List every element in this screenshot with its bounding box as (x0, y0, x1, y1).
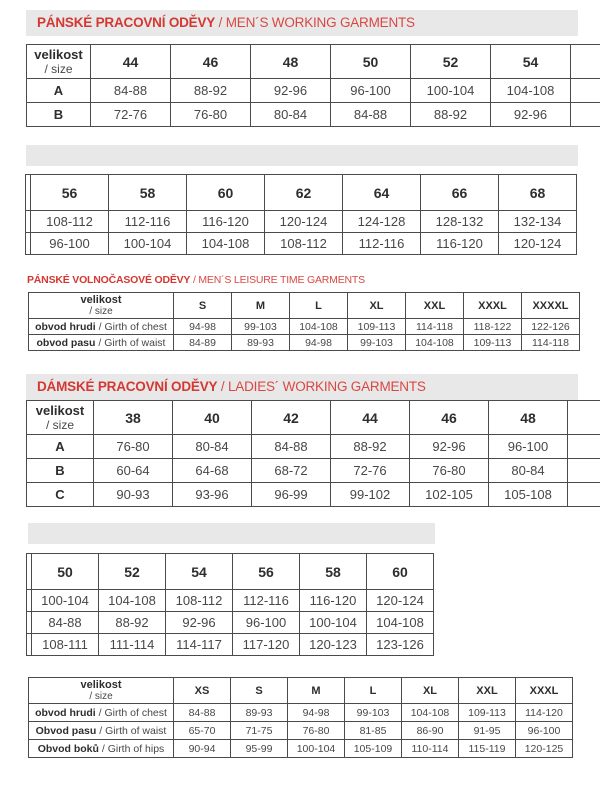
value-cell: 65-70 (174, 722, 231, 740)
mens-leisure-sizes-s-xxxxl (28, 292, 580, 351)
value-cell: 90-93 (94, 483, 173, 507)
value-cell: 92-96 (166, 612, 233, 634)
size-header-cell: L (290, 293, 348, 319)
value-cell: 104-108 (406, 335, 464, 351)
row-label: Obvod boků / Girth of hips (29, 740, 174, 758)
value-cell: 96-100 (489, 435, 568, 459)
row-label: obvod hrudi / Girth of chest (29, 704, 174, 722)
value-cell: 109-113 (348, 319, 406, 335)
row-label: obvod pasu / Girth of waist (29, 335, 174, 351)
value-cell: 112-116 (233, 590, 300, 612)
value-cell: 94-98 (288, 704, 345, 722)
value-cell: 104-108 (99, 590, 166, 612)
size-header-cell: 48 (489, 401, 568, 435)
value-cell: 99-103 (232, 319, 290, 335)
size-header-cell: 62 (265, 175, 343, 211)
value-cell: 114-118 (522, 335, 580, 351)
value-cell: 116-120 (300, 590, 367, 612)
size-header-cell: 56 (31, 175, 109, 211)
size-header-cell: 40 (173, 401, 252, 435)
value-cell: 132-134 (499, 211, 577, 233)
value-cell: 108-112 (166, 590, 233, 612)
title-czech: PÁNSKÉ PRACOVNÍ ODĚVY (37, 15, 216, 30)
title-english: / MEN´S WORKING GARMENTS (215, 15, 415, 30)
divider-bar (26, 145, 578, 166)
value-cell: 120-124 (499, 233, 577, 255)
size-label-header: velikost / size (29, 678, 174, 704)
value-cell: 99-103 (348, 335, 406, 351)
size-label-header: velikost / size (27, 45, 91, 79)
value-cell: 96-100 (331, 79, 411, 103)
value-cell: 104-108 (187, 233, 265, 255)
ladies-working-sizes-50-60 (26, 553, 434, 656)
value-cell: 95-99 (231, 740, 288, 758)
value-cell: 99-103 (345, 704, 402, 722)
size-header-cell: XXL (406, 293, 464, 319)
value-cell: 84-88 (331, 103, 411, 127)
size-header-cell: XL (402, 678, 459, 704)
title-english: / MEN´S LEISURE TIME GARMENTS (190, 274, 365, 286)
size-header-cell: 60 (367, 554, 434, 590)
value-cell: 116-120 (187, 211, 265, 233)
size-header-cell: XXL (459, 678, 516, 704)
size-header-cell: S (231, 678, 288, 704)
value-cell: 60-64 (94, 459, 173, 483)
size-header-cell: XL (348, 293, 406, 319)
value-cell: 108-112 (31, 211, 109, 233)
value-cell: 84-88 (252, 435, 331, 459)
value-cell: 84-88 (174, 704, 231, 722)
value-cell: 99-102 (331, 483, 410, 507)
value-cell: 76-80 (410, 459, 489, 483)
ladies-letter-size-table (28, 677, 588, 765)
value-cell: 68-72 (252, 459, 331, 483)
value-cell: 84-88 (91, 79, 171, 103)
value-cell: 120-124 (265, 211, 343, 233)
size-header-cell: 66 (421, 175, 499, 211)
size-header-cell: 50 (331, 45, 411, 79)
size-header-cell: 60 (187, 175, 265, 211)
value-cell: 92-96 (251, 79, 331, 103)
value-cell: 115-119 (459, 740, 516, 758)
section-title-ladies-working (26, 374, 578, 400)
title-czech: DÁMSKÉ PRACOVNÍ ODĚVY (37, 379, 218, 394)
size-header-cell: 46 (410, 401, 489, 435)
size-header-cell: 48 (251, 45, 331, 79)
value-cell: 116-120 (421, 233, 499, 255)
value-cell: 81-85 (345, 722, 402, 740)
row-label: A (27, 435, 94, 459)
mens-working-table-1 (26, 44, 600, 136)
size-header-cell: XXXL (464, 293, 522, 319)
value-cell: 105-108 (489, 483, 568, 507)
value-cell: 111-114 (99, 634, 166, 656)
value-cell: 112-116 (343, 233, 421, 255)
clipped-next-column (571, 45, 600, 79)
value-cell: 93-96 (173, 483, 252, 507)
value-cell: 92-96 (491, 103, 571, 127)
clipped-next-column (571, 79, 600, 103)
value-cell: 64-68 (173, 459, 252, 483)
value-cell: 96-100 (31, 233, 109, 255)
size-label-header: velikost / size (27, 401, 94, 435)
value-cell: 118-122 (464, 319, 522, 335)
value-cell: 114-118 (406, 319, 464, 335)
size-header-cell: 58 (300, 554, 367, 590)
value-cell: 104-108 (367, 612, 434, 634)
size-label-header: velikost / size (29, 293, 174, 319)
value-cell: 76-80 (94, 435, 173, 459)
size-header-cell: 52 (411, 45, 491, 79)
divider-bar (28, 523, 435, 544)
row-label: B (27, 103, 91, 127)
value-cell: 122-126 (522, 319, 580, 335)
size-header-cell: XXXL (516, 678, 573, 704)
value-cell: 105-109 (345, 740, 402, 758)
row-label: C (27, 483, 94, 507)
value-cell: 100-104 (32, 590, 99, 612)
value-cell: 80-84 (251, 103, 331, 127)
value-cell: 104-108 (491, 79, 571, 103)
size-header-cell: 44 (331, 401, 410, 435)
value-cell: 94-98 (290, 335, 348, 351)
value-cell: 100-104 (300, 612, 367, 634)
value-cell: 80-84 (173, 435, 252, 459)
size-header-cell: S (174, 293, 232, 319)
value-cell: 112-116 (109, 211, 187, 233)
clipped-next-column (571, 103, 600, 127)
mens-working-sizes-44-54 (26, 44, 600, 127)
value-cell: 96-100 (516, 722, 573, 740)
row-label: B (27, 459, 94, 483)
size-header-cell: XXXXL (522, 293, 580, 319)
ladies-sizes-xs-xxxl (28, 677, 573, 758)
size-header-cell: M (288, 678, 345, 704)
value-cell: 109-113 (459, 704, 516, 722)
value-cell: 80-84 (489, 459, 568, 483)
size-header-cell: XS (174, 678, 231, 704)
mens-working-table-2 (25, 174, 585, 264)
size-header-cell: 52 (99, 554, 166, 590)
size-header-cell: 44 (91, 45, 171, 79)
value-cell: 100-104 (411, 79, 491, 103)
value-cell: 76-80 (288, 722, 345, 740)
row-label: Obvod pasu / Girth of waist (29, 722, 174, 740)
value-cell: 88-92 (171, 79, 251, 103)
value-cell: 117-120 (233, 634, 300, 656)
value-cell: 100-104 (109, 233, 187, 255)
size-header-cell: 42 (252, 401, 331, 435)
section-title-mens-working (26, 10, 578, 36)
mens-leisure-table (28, 292, 588, 358)
value-cell: 110-114 (402, 740, 459, 758)
size-header-cell: 46 (171, 45, 251, 79)
mens-working-sizes-56-68 (25, 174, 577, 255)
value-cell: 89-93 (232, 335, 290, 351)
clipped-next-column (568, 435, 600, 459)
value-cell: 88-92 (411, 103, 491, 127)
value-cell: 100-104 (288, 740, 345, 758)
title-czech: PÁNSKÉ VOLNOČASOVÉ ODĚVY (27, 274, 191, 286)
value-cell: 120-124 (367, 590, 434, 612)
size-header-cell: 38 (94, 401, 173, 435)
row-label: A (27, 79, 91, 103)
value-cell: 128-132 (421, 211, 499, 233)
size-header-cell: 54 (491, 45, 571, 79)
size-header-cell: 50 (32, 554, 99, 590)
value-cell: 104-108 (290, 319, 348, 335)
title-english: / LADIES´ WORKING GARMENTS (217, 379, 426, 394)
ladies-working-table-1 (26, 400, 600, 514)
value-cell: 91-95 (459, 722, 516, 740)
value-cell: 108-112 (265, 233, 343, 255)
value-cell: 104-108 (402, 704, 459, 722)
value-cell: 114-117 (166, 634, 233, 656)
value-cell: 86-90 (402, 722, 459, 740)
value-cell: 123-126 (367, 634, 434, 656)
value-cell: 96-100 (233, 612, 300, 634)
value-cell: 92-96 (410, 435, 489, 459)
value-cell: 84-88 (32, 612, 99, 634)
value-cell: 71-75 (231, 722, 288, 740)
value-cell: 89-93 (231, 704, 288, 722)
value-cell: 120-125 (516, 740, 573, 758)
ladies-working-sizes-38-48 (26, 400, 600, 507)
row-label: obvod hrudi / Girth of chest (29, 319, 174, 335)
value-cell: 114-120 (516, 704, 573, 722)
value-cell: 72-76 (331, 459, 410, 483)
value-cell: 88-92 (99, 612, 166, 634)
value-cell: 88-92 (331, 435, 410, 459)
size-header-cell: 56 (233, 554, 300, 590)
section-title-mens-leisure (27, 270, 365, 288)
value-cell: 109-113 (464, 335, 522, 351)
value-cell: 120-123 (300, 634, 367, 656)
value-cell: 102-105 (410, 483, 489, 507)
value-cell: 108-111 (32, 634, 99, 656)
value-cell: 96-99 (252, 483, 331, 507)
value-cell: 94-98 (174, 319, 232, 335)
size-header-cell: M (232, 293, 290, 319)
value-cell: 84-89 (174, 335, 232, 351)
value-cell: 76-80 (171, 103, 251, 127)
clipped-next-column (568, 401, 600, 435)
clipped-next-column (568, 459, 600, 483)
size-header-cell: 68 (499, 175, 577, 211)
ladies-working-table-2 (26, 553, 446, 665)
value-cell: 90-94 (174, 740, 231, 758)
value-cell: 72-76 (91, 103, 171, 127)
size-header-cell: 58 (109, 175, 187, 211)
size-header-cell: 64 (343, 175, 421, 211)
value-cell: 124-128 (343, 211, 421, 233)
clipped-next-column (568, 483, 600, 507)
size-header-cell: L (345, 678, 402, 704)
size-header-cell: 54 (166, 554, 233, 590)
